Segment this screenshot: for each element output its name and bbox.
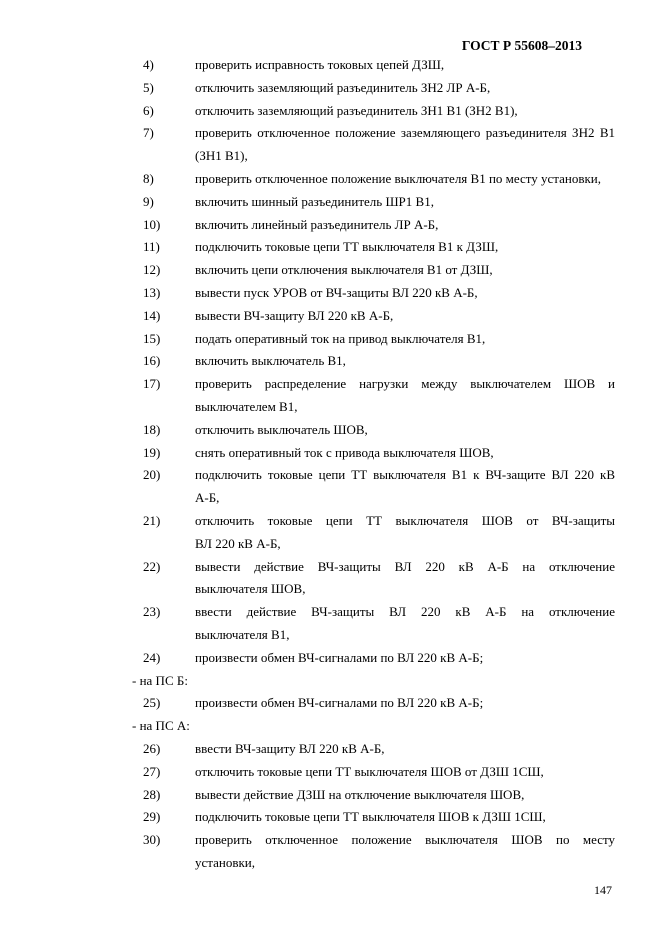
item-text-line: подать оперативный ток на привод выключателя В1,: [195, 330, 486, 346]
item-number: 14): [143, 307, 161, 323]
item-text-line: подключить токовые цепи ТТ выключателя ШОВ к ДЗШ 1СШ,: [195, 809, 546, 825]
list-item: [143, 77, 615, 100]
item-text-line: произвести обмен ВЧ-сигналами по ВЛ 220 кВ А-Б;: [195, 695, 484, 711]
item-number: 6): [143, 102, 154, 118]
list-item: [143, 259, 615, 282]
item-text-line: отключить заземляющий разъединитель ЗН2 ЛР А-Б,: [195, 79, 491, 95]
list-item: [143, 761, 615, 784]
item-number: 5): [143, 79, 154, 95]
item-number: 4): [143, 57, 154, 72]
item-number: 30): [143, 832, 161, 848]
item-text-line: проверить распределение нагрузки между выключателем ШОВ и: [195, 376, 615, 392]
item-number: 15): [143, 330, 161, 346]
list-item: [143, 556, 615, 602]
item-text-line: ввести действие ВЧ-защиты ВЛ 220 кВ А-Б на отключение: [195, 604, 615, 620]
list-item: [143, 191, 615, 214]
list-item: [143, 510, 615, 556]
item-number: 11): [143, 239, 160, 255]
list-item: [143, 647, 615, 670]
list-item: [143, 464, 615, 510]
item-text-line: вывести действие ВЧ-защиты ВЛ 220 кВ А-Б на отключение: [195, 558, 615, 574]
item-number: 16): [143, 353, 161, 369]
item-text-line: отключить заземляющий разъединитель ЗН1 В1 (ЗН2 В1),: [195, 102, 518, 118]
list-item: [143, 373, 615, 419]
list-item: [143, 738, 615, 761]
item-number: 22): [143, 558, 161, 574]
item-text-line: отключить токовые цепи ТТ выключателя ШОВ от ВЧ-защиты: [195, 512, 615, 528]
item-text-line: произвести обмен ВЧ-сигналами по ВЛ 220 кВ А-Б;: [195, 649, 484, 665]
item-text-line: вывести действие ДЗШ на отключение выключателя ШОВ,: [195, 786, 525, 802]
item-number: 28): [143, 786, 161, 802]
section-label-ps-a: - на ПС А:: [132, 718, 190, 734]
item-text-line: (ЗН1 В1),: [195, 148, 248, 164]
list-item: [143, 282, 615, 305]
step-list: [0, 54, 662, 670]
step-list-ps-b: [0, 692, 662, 715]
item-number: 27): [143, 763, 161, 779]
list-item: [143, 829, 615, 875]
list-item: [143, 692, 615, 715]
item-number: 12): [143, 262, 161, 278]
item-number: 7): [143, 125, 154, 141]
list-item: [143, 54, 615, 77]
list-item: [143, 350, 615, 373]
list-item: [143, 214, 615, 237]
item-text-line: выключателем В1,: [195, 398, 298, 414]
item-text-line: подключить токовые цепи ТТ выключателя В1 к ДЗШ,: [195, 239, 499, 255]
step-list-ps-a: [0, 738, 662, 875]
section-label-ps-b: - на ПС Б:: [132, 672, 188, 688]
item-number: 29): [143, 809, 161, 825]
item-number: 18): [143, 421, 161, 437]
item-number: 26): [143, 740, 161, 756]
item-text-line: включить линейный разъединитель ЛР А-Б,: [195, 216, 439, 232]
item-number: 19): [143, 444, 161, 460]
list-item: [143, 122, 615, 168]
item-number: 10): [143, 216, 161, 232]
list-item: [143, 168, 615, 191]
list-item: [143, 784, 615, 807]
item-text-line: включить цепи отключения выключателя В1 от ДЗШ,: [195, 262, 493, 278]
item-text-line: отключить выключатель ШОВ,: [195, 421, 368, 437]
list-item: [143, 806, 615, 829]
item-number: 25): [143, 695, 161, 711]
item-text-line: подключить токовые цепи ТТ выключателя В1 к ВЧ-защите ВЛ 220 кВ: [195, 467, 615, 483]
list-item: [143, 419, 615, 442]
item-text-line: ввести ВЧ-защиту ВЛ 220 кВ А-Б,: [195, 740, 385, 756]
item-text-line: включить выключатель В1,: [195, 353, 346, 369]
item-text-line: включить шинный разъединитель ШР1 В1,: [195, 193, 434, 209]
list-item: [143, 442, 615, 465]
item-text-line: вывести пуск УРОВ от ВЧ-защиты ВЛ 220 кВ А-Б,: [195, 284, 478, 300]
item-number: 20): [143, 467, 161, 483]
list-item: [143, 601, 615, 647]
item-text-line: выключателя ШОВ,: [195, 581, 306, 597]
item-number: 13): [143, 284, 161, 300]
item-number: 23): [143, 604, 161, 620]
item-number: 9): [143, 193, 154, 209]
item-text-line: проверить отключенное положение заземляющего разъединителя ЗН2 В1: [195, 125, 615, 141]
item-text-line: проверить исправность токовых цепей ДЗШ,: [195, 57, 445, 72]
list-item: [143, 100, 615, 123]
item-text-line: вывести ВЧ-защиту ВЛ 220 кВ А-Б,: [195, 307, 394, 323]
item-text-line: проверить отключенное положение выключателя В1 по месту установки,: [195, 170, 602, 186]
item-text-line: проверить отключенное положение выключателя ШОВ по месту: [195, 832, 615, 848]
item-text-line: установки,: [195, 854, 255, 870]
item-number: 17): [143, 376, 161, 392]
item-number: 21): [143, 512, 161, 528]
item-number: 24): [143, 649, 161, 665]
item-number: 8): [143, 170, 154, 186]
document-body: [0, 54, 662, 875]
list-item: [143, 236, 615, 259]
item-text-line: отключить токовые цепи ТТ выключателя ШОВ от ДЗШ 1СШ,: [195, 763, 544, 779]
page-number: 147: [594, 883, 612, 897]
list-item: [143, 328, 615, 351]
list-item: [143, 305, 615, 328]
document-header: ГОСТ Р 55608–2013: [461, 38, 582, 53]
item-text-line: выключателя В1,: [195, 626, 290, 642]
item-text-line: снять оперативный ток с привода выключателя ШОВ,: [195, 444, 494, 460]
item-text-line: А-Б,: [195, 490, 220, 506]
item-text-line: ВЛ 220 кВ А-Б,: [195, 535, 281, 551]
